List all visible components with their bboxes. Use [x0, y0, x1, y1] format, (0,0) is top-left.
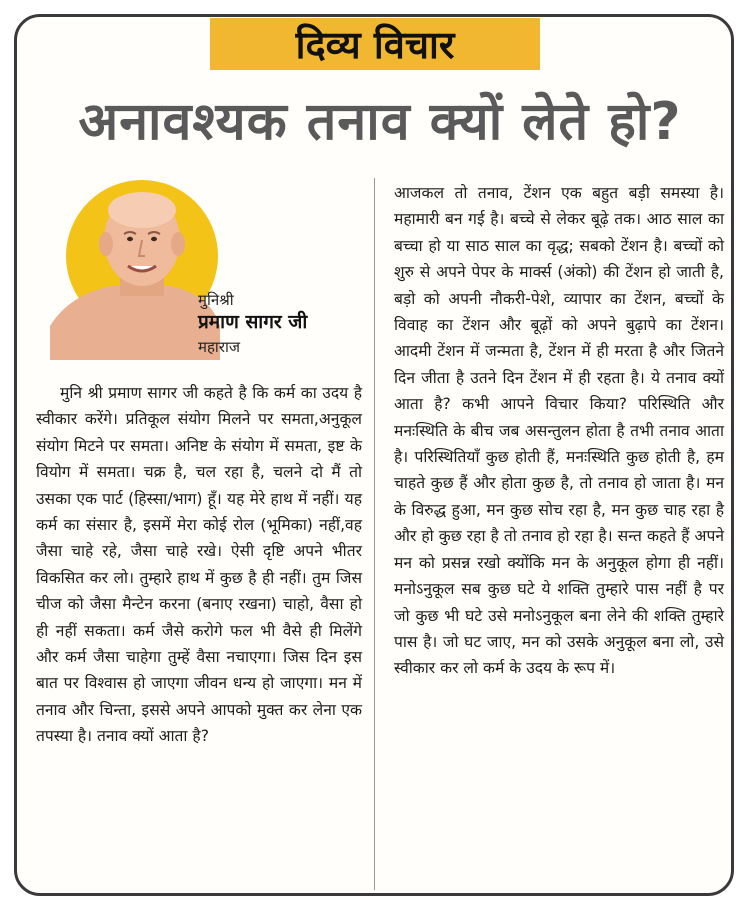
- author-byline: [198, 290, 378, 358]
- column-divider: [374, 178, 375, 890]
- author-name: प्रमाण सागर जी: [198, 311, 308, 333]
- section-kicker: [210, 18, 540, 70]
- author-prefix: मुनिश्री: [198, 291, 234, 309]
- kicker-text: दिव्य विचार: [295, 23, 455, 67]
- portrait-illustration: [50, 176, 220, 360]
- article-headline: अनावश्यक तनाव क्यों लेते हो?: [78, 92, 682, 152]
- author-suffix: महाराज: [198, 338, 240, 356]
- right-column: [394, 180, 724, 682]
- left-column: [36, 380, 362, 750]
- right-column-text: आजकल तो तनाव, टेंशन एक बहुत बड़ी समस्या है। महामारी बन गई है। बच्चे से लेकर बूढ़े तक। आठ साल का बच्चा हो या साठ साल का वृद्ध; सबको टेंशन है। बच्चों को शुरु से अपने पेपर के मार्क्स (अंको) की टेंशन हो जाती है, बड़ो को अपनी नौकरी-पेशे, व्यापार का टेंशन, बच्चों के विवाह का टेंशन और बूढ़ों को अपने बुढ़ापे का टेंशन। आदमी टेंशन में जन्मता है, टेंशन में ही मरता है और जितने दिन जीता है उतने दिन टेंशन में ही रहता है। ये तनाव क्यों आता है? कभी आपने विचार किया? परिस्थिति और मनःस्थिति के बीच जब असन्तुलन होता है तभी तनाव आता है। परिस्थितियाँ कुछ होती हैं, मनःस्थिति कुछ होती है, हम चाहते कुछ हैं और होता कुछ है, तो तनाव हो जाता है। मन के विरुद्ध हुआ, मन कुछ सोच रहा है, मन कुछ चाह रहा है और हो कुछ रहा है तो तनाव हो रहा है। सन्त कहते हैं अपने मन को प्रसन्न रखो क्योंकि मन के अनुकूल होगा ही नहीं। मनोऽनुकूल सब कुछ घटे ये शक्ति तुम्हारे पास नहीं है पर जो कुछ भी घटे उसे मनोऽनुकूल बना लेने की शक्ति तुम्हारे पास है। जो घट जाए, मन को उसके अनुकूल बना लो, उसे स्वीकार कर लो कर्म के उदय के रूप में।: [394, 184, 724, 678]
- portrait-shoulders: [50, 286, 220, 360]
- author-portrait: [50, 176, 220, 360]
- left-column-text: मुनि श्री प्रमाण सागर जी कहते है कि कर्म का उदय है स्वीकार करेंगे। प्रतिकूल संयोग मिलने पर समता,अनुकूल संयोग मिटने पर समता। अनिष्ट के संयोग में समता, इष्ट के वियोग में समता। चक्र है, चल रहा है, चलने दो मैं तो उसका एक पार्ट (हिस्सा/भाग) हूँ। यह मेरे हाथ में नहीं। यह कर्म का संसार है, इसमें मेरा कोई रोल (भूमिका) नहीं,वह जैसा चाहे रहे, जैसा चाहे रखे। ऐसी दृष्टि अपने भीतर विकसित कर लो। तुम्हारे हाथ में कुछ है ही नहीं। तुम जिस चीज को जैसा मैन्टेन करना (बनाए रखना) चाहो, वैसा हो ही नहीं सकता। कर्म जैसे करोगे फल भी वैसे ही मिलेंगे और कर्म जैसा चाहेगा तुम्हें वैसा नचाएगा। जिस दिन इस बात पर विश्वास हो जाएगा जीवन धन्य हो जाएगा। मन में तनाव और चिन्ता, इससे अपने आपको मुक्त कर लेना एक तपस्या है। तनाव क्यों आता है?: [36, 384, 363, 746]
